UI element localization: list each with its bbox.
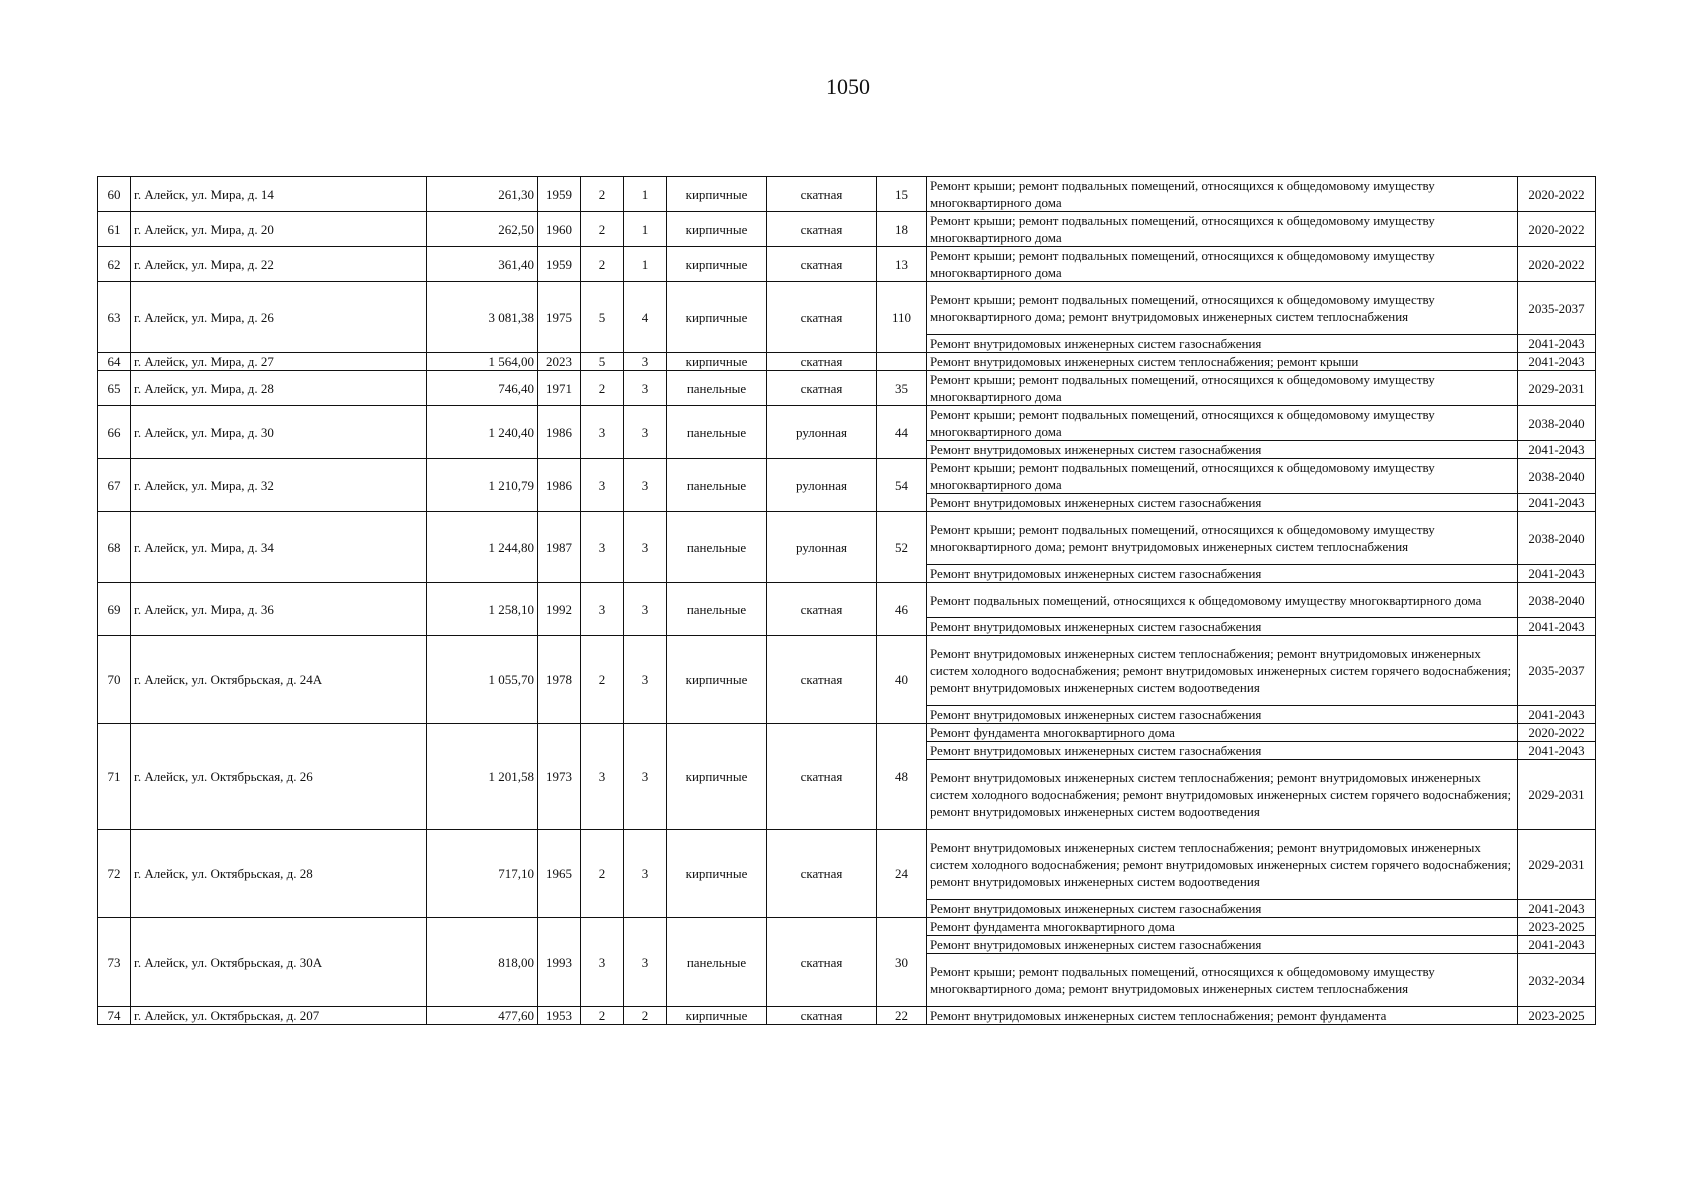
year-cell: 1953 <box>538 1007 581 1025</box>
work-description-cell: Ремонт внутридомовых инженерных систем теплоснабжения; ремонт внутридомовых инженерных систем холодного водоснабжения; ремонт внутридомовых инженерных систем горячего водоснабжения; ремонт внутридомовых инженерных систем водоотведения <box>927 760 1518 830</box>
area-cell: 1 055,70 <box>427 636 538 724</box>
entrances-cell: 1 <box>624 247 667 282</box>
walls-material-cell: панельные <box>667 583 767 636</box>
work-description-cell: Ремонт внутридомовых инженерных систем газоснабжения <box>927 742 1518 760</box>
apartments-cell <box>877 353 927 371</box>
entrances-cell: 3 <box>624 512 667 583</box>
roof-type-cell: рулонная <box>767 406 877 459</box>
work-period-cell: 2035-2037 <box>1518 282 1596 335</box>
roof-type-cell: скатная <box>767 371 877 406</box>
apartments-cell: 22 <box>877 1007 927 1025</box>
entrances-cell: 3 <box>624 371 667 406</box>
roof-type-cell: скатная <box>767 1007 877 1025</box>
address-cell: г. Алейск, ул. Мира, д. 36 <box>131 583 427 636</box>
work-period-cell: 2029-2031 <box>1518 760 1596 830</box>
row-number: 60 <box>98 177 131 212</box>
walls-material-cell: кирпичные <box>667 1007 767 1025</box>
table-row <box>98 636 1596 706</box>
year-cell: 2023 <box>538 353 581 371</box>
work-period-cell: 2041-2043 <box>1518 494 1596 512</box>
area-cell: 717,10 <box>427 830 538 918</box>
roof-type-cell: скатная <box>767 918 877 1007</box>
work-description-cell: Ремонт крыши; ремонт подвальных помещений, относящихся к общедомовому имуществу многоквартирного дома <box>927 247 1518 282</box>
walls-material-cell: кирпичные <box>667 353 767 371</box>
work-description-cell: Ремонт фундамента многоквартирного дома <box>927 918 1518 936</box>
apartments-cell: 48 <box>877 724 927 830</box>
floors-cell: 2 <box>581 636 624 724</box>
entrances-cell: 1 <box>624 212 667 247</box>
work-description-cell: Ремонт крыши; ремонт подвальных помещений, относящихся к общедомовому имуществу многоквартирного дома <box>927 406 1518 441</box>
apartments-cell: 13 <box>877 247 927 282</box>
work-period-cell: 2035-2037 <box>1518 636 1596 706</box>
work-period-cell: 2023-2025 <box>1518 1007 1596 1025</box>
roof-type-cell: скатная <box>767 247 877 282</box>
address-cell: г. Алейск, ул. Октябрьская, д. 24А <box>131 636 427 724</box>
area-cell: 1 210,79 <box>427 459 538 512</box>
entrances-cell: 3 <box>624 636 667 724</box>
table-row <box>98 371 1596 406</box>
work-description-cell: Ремонт внутридомовых инженерных систем теплоснабжения; ремонт фундамента <box>927 1007 1518 1025</box>
roof-type-cell: скатная <box>767 583 877 636</box>
work-period-cell: 2041-2043 <box>1518 353 1596 371</box>
floors-cell: 2 <box>581 371 624 406</box>
address-cell: г. Алейск, ул. Мира, д. 30 <box>131 406 427 459</box>
table-row <box>98 830 1596 900</box>
row-number: 71 <box>98 724 131 830</box>
table-row <box>98 247 1596 282</box>
floors-cell: 3 <box>581 724 624 830</box>
work-description-cell: Ремонт внутридомовых инженерных систем теплоснабжения; ремонт внутридомовых инженерных систем холодного водоснабжения; ремонт внутридомовых инженерных систем горячего водоснабжения; ремонт внутридомовых инженерных систем водоотведения <box>927 636 1518 706</box>
table-row <box>98 1007 1596 1025</box>
work-description-cell: Ремонт внутридомовых инженерных систем газоснабжения <box>927 335 1518 353</box>
walls-material-cell: панельные <box>667 371 767 406</box>
work-description-cell: Ремонт крыши; ремонт подвальных помещений, относящихся к общедомовому имуществу многоквартирного дома <box>927 371 1518 406</box>
row-number: 70 <box>98 636 131 724</box>
work-description-cell: Ремонт крыши; ремонт подвальных помещений, относящихся к общедомовому имуществу многоквартирного дома <box>927 177 1518 212</box>
row-number: 74 <box>98 1007 131 1025</box>
year-cell: 1986 <box>538 459 581 512</box>
area-cell: 3 081,38 <box>427 282 538 353</box>
walls-material-cell: панельные <box>667 512 767 583</box>
floors-cell: 2 <box>581 177 624 212</box>
table-row <box>98 459 1596 494</box>
area-cell: 746,40 <box>427 371 538 406</box>
year-cell: 1959 <box>538 247 581 282</box>
area-cell: 477,60 <box>427 1007 538 1025</box>
walls-material-cell: панельные <box>667 918 767 1007</box>
area-cell: 1 240,40 <box>427 406 538 459</box>
floors-cell: 2 <box>581 830 624 918</box>
row-number: 69 <box>98 583 131 636</box>
floors-cell: 3 <box>581 918 624 1007</box>
entrances-cell: 2 <box>624 1007 667 1025</box>
work-description-cell: Ремонт крыши; ремонт подвальных помещений, относящихся к общедомовому имуществу многоквартирного дома; ремонт внутридомовых инженерных систем теплоснабжения <box>927 282 1518 335</box>
table-row <box>98 918 1596 936</box>
address-cell: г. Алейск, ул. Мира, д. 26 <box>131 282 427 353</box>
table-row <box>98 512 1596 565</box>
walls-material-cell: кирпичные <box>667 724 767 830</box>
walls-material-cell: кирпичные <box>667 282 767 353</box>
area-cell: 261,30 <box>427 177 538 212</box>
address-cell: г. Алейск, ул. Октябрьская, д. 28 <box>131 830 427 918</box>
entrances-cell: 4 <box>624 282 667 353</box>
entrances-cell: 3 <box>624 583 667 636</box>
year-cell: 1959 <box>538 177 581 212</box>
row-number: 68 <box>98 512 131 583</box>
year-cell: 1993 <box>538 918 581 1007</box>
work-period-cell: 2020-2022 <box>1518 177 1596 212</box>
work-period-cell: 2041-2043 <box>1518 900 1596 918</box>
year-cell: 1973 <box>538 724 581 830</box>
apartments-cell: 46 <box>877 583 927 636</box>
work-description-cell: Ремонт крыши; ремонт подвальных помещений, относящихся к общедомовому имуществу многоквартирного дома; ремонт внутридомовых инженерных систем теплоснабжения <box>927 512 1518 565</box>
work-description-cell: Ремонт крыши; ремонт подвальных помещений, относящихся к общедомовому имуществу многоквартирного дома; ремонт внутридомовых инженерных систем теплоснабжения <box>927 954 1518 1007</box>
roof-type-cell: рулонная <box>767 512 877 583</box>
roof-type-cell: скатная <box>767 177 877 212</box>
address-cell: г. Алейск, ул. Мира, д. 14 <box>131 177 427 212</box>
table-row <box>98 177 1596 212</box>
work-period-cell: 2041-2043 <box>1518 565 1596 583</box>
address-cell: г. Алейск, ул. Мира, д. 32 <box>131 459 427 512</box>
work-period-cell: 2038-2040 <box>1518 406 1596 441</box>
floors-cell: 2 <box>581 247 624 282</box>
entrances-cell: 3 <box>624 918 667 1007</box>
floors-cell: 5 <box>581 282 624 353</box>
apartments-cell: 18 <box>877 212 927 247</box>
walls-material-cell: кирпичные <box>667 636 767 724</box>
address-cell: г. Алейск, ул. Мира, д. 27 <box>131 353 427 371</box>
apartments-cell: 15 <box>877 177 927 212</box>
address-cell: г. Алейск, ул. Мира, д. 22 <box>131 247 427 282</box>
address-cell: г. Алейск, ул. Октябрьская, д. 207 <box>131 1007 427 1025</box>
walls-material-cell: кирпичные <box>667 830 767 918</box>
apartments-cell: 24 <box>877 830 927 918</box>
table-row <box>98 353 1596 371</box>
work-description-cell: Ремонт внутридомовых инженерных систем теплоснабжения; ремонт крыши <box>927 353 1518 371</box>
repair-schedule-table <box>97 176 1596 1025</box>
work-period-cell: 2032-2034 <box>1518 954 1596 1007</box>
entrances-cell: 3 <box>624 724 667 830</box>
table-row <box>98 724 1596 742</box>
apartments-cell: 35 <box>877 371 927 406</box>
work-description-cell: Ремонт крыши; ремонт подвальных помещений, относящихся к общедомовому имуществу многоквартирного дома <box>927 212 1518 247</box>
year-cell: 1978 <box>538 636 581 724</box>
address-cell: г. Алейск, ул. Октябрьская, д. 30А <box>131 918 427 1007</box>
row-number: 61 <box>98 212 131 247</box>
roof-type-cell: скатная <box>767 830 877 918</box>
floors-cell: 2 <box>581 212 624 247</box>
roof-type-cell: скатная <box>767 636 877 724</box>
work-period-cell: 2020-2022 <box>1518 247 1596 282</box>
work-period-cell: 2038-2040 <box>1518 512 1596 565</box>
address-cell: г. Алейск, ул. Мира, д. 28 <box>131 371 427 406</box>
walls-material-cell: кирпичные <box>667 212 767 247</box>
roof-type-cell: скатная <box>767 212 877 247</box>
year-cell: 1992 <box>538 583 581 636</box>
work-period-cell: 2041-2043 <box>1518 706 1596 724</box>
entrances-cell: 3 <box>624 406 667 459</box>
area-cell: 1 258,10 <box>427 583 538 636</box>
work-period-cell: 2020-2022 <box>1518 212 1596 247</box>
apartments-cell: 30 <box>877 918 927 1007</box>
roof-type-cell: скатная <box>767 282 877 353</box>
entrances-cell: 3 <box>624 459 667 512</box>
year-cell: 1986 <box>538 406 581 459</box>
area-cell: 361,40 <box>427 247 538 282</box>
row-number: 67 <box>98 459 131 512</box>
work-description-cell: Ремонт внутридомовых инженерных систем газоснабжения <box>927 494 1518 512</box>
row-number: 72 <box>98 830 131 918</box>
apartments-cell: 54 <box>877 459 927 512</box>
walls-material-cell: панельные <box>667 406 767 459</box>
work-period-cell: 2038-2040 <box>1518 459 1596 494</box>
floors-cell: 3 <box>581 406 624 459</box>
table-row <box>98 406 1596 441</box>
apartments-cell: 52 <box>877 512 927 583</box>
floors-cell: 3 <box>581 459 624 512</box>
apartments-cell: 40 <box>877 636 927 724</box>
floors-cell: 3 <box>581 512 624 583</box>
year-cell: 1960 <box>538 212 581 247</box>
year-cell: 1971 <box>538 371 581 406</box>
work-period-cell: 2023-2025 <box>1518 918 1596 936</box>
work-description-cell: Ремонт внутридомовых инженерных систем газоснабжения <box>927 900 1518 918</box>
work-description-cell: Ремонт внутридомовых инженерных систем газоснабжения <box>927 936 1518 954</box>
year-cell: 1965 <box>538 830 581 918</box>
page-number: 1050 <box>826 74 870 99</box>
table-row <box>98 583 1596 618</box>
walls-material-cell: панельные <box>667 459 767 512</box>
work-period-cell: 2041-2043 <box>1518 618 1596 636</box>
row-number: 62 <box>98 247 131 282</box>
row-number: 63 <box>98 282 131 353</box>
work-description-cell: Ремонт внутридомовых инженерных систем теплоснабжения; ремонт внутридомовых инженерных систем холодного водоснабжения; ремонт внутридомовых инженерных систем горячего водоснабжения; ремонт внутридомовых инженерных систем водоотведения <box>927 830 1518 900</box>
work-period-cell: 2029-2031 <box>1518 371 1596 406</box>
walls-material-cell: кирпичные <box>667 247 767 282</box>
row-number: 64 <box>98 353 131 371</box>
roof-type-cell: рулонная <box>767 459 877 512</box>
row-number: 73 <box>98 918 131 1007</box>
address-cell: г. Алейск, ул. Мира, д. 34 <box>131 512 427 583</box>
row-number: 65 <box>98 371 131 406</box>
work-description-cell: Ремонт внутридомовых инженерных систем газоснабжения <box>927 706 1518 724</box>
table-row <box>98 212 1596 247</box>
work-period-cell: 2020-2022 <box>1518 724 1596 742</box>
area-cell: 1 244,80 <box>427 512 538 583</box>
work-description-cell: Ремонт внутридомовых инженерных систем газоснабжения <box>927 441 1518 459</box>
area-cell: 1 201,58 <box>427 724 538 830</box>
entrances-cell: 3 <box>624 830 667 918</box>
work-description-cell: Ремонт внутридомовых инженерных систем газоснабжения <box>927 565 1518 583</box>
table-row <box>98 282 1596 335</box>
work-description-cell: Ремонт внутридомовых инженерных систем газоснабжения <box>927 618 1518 636</box>
work-period-cell: 2041-2043 <box>1518 742 1596 760</box>
apartments-cell: 44 <box>877 406 927 459</box>
area-cell: 262,50 <box>427 212 538 247</box>
table-body <box>98 177 1596 1025</box>
row-number: 66 <box>98 406 131 459</box>
entrances-cell: 3 <box>624 353 667 371</box>
work-period-cell: 2041-2043 <box>1518 441 1596 459</box>
work-period-cell: 2041-2043 <box>1518 936 1596 954</box>
work-description-cell: Ремонт фундамента многоквартирного дома <box>927 724 1518 742</box>
work-description-cell: Ремонт подвальных помещений, относящихся к общедомовому имуществу многоквартирного дома <box>927 583 1518 618</box>
apartments-cell: 110 <box>877 282 927 353</box>
roof-type-cell: скатная <box>767 353 877 371</box>
floors-cell: 5 <box>581 353 624 371</box>
walls-material-cell: кирпичные <box>667 177 767 212</box>
floors-cell: 2 <box>581 1007 624 1025</box>
address-cell: г. Алейск, ул. Мира, д. 20 <box>131 212 427 247</box>
year-cell: 1975 <box>538 282 581 353</box>
roof-type-cell: скатная <box>767 724 877 830</box>
address-cell: г. Алейск, ул. Октябрьская, д. 26 <box>131 724 427 830</box>
work-description-cell: Ремонт крыши; ремонт подвальных помещений, относящихся к общедомовому имуществу многоквартирного дома <box>927 459 1518 494</box>
area-cell: 1 564,00 <box>427 353 538 371</box>
area-cell: 818,00 <box>427 918 538 1007</box>
floors-cell: 3 <box>581 583 624 636</box>
work-period-cell: 2029-2031 <box>1518 830 1596 900</box>
work-period-cell: 2038-2040 <box>1518 583 1596 618</box>
work-period-cell: 2041-2043 <box>1518 335 1596 353</box>
entrances-cell: 1 <box>624 177 667 212</box>
year-cell: 1987 <box>538 512 581 583</box>
